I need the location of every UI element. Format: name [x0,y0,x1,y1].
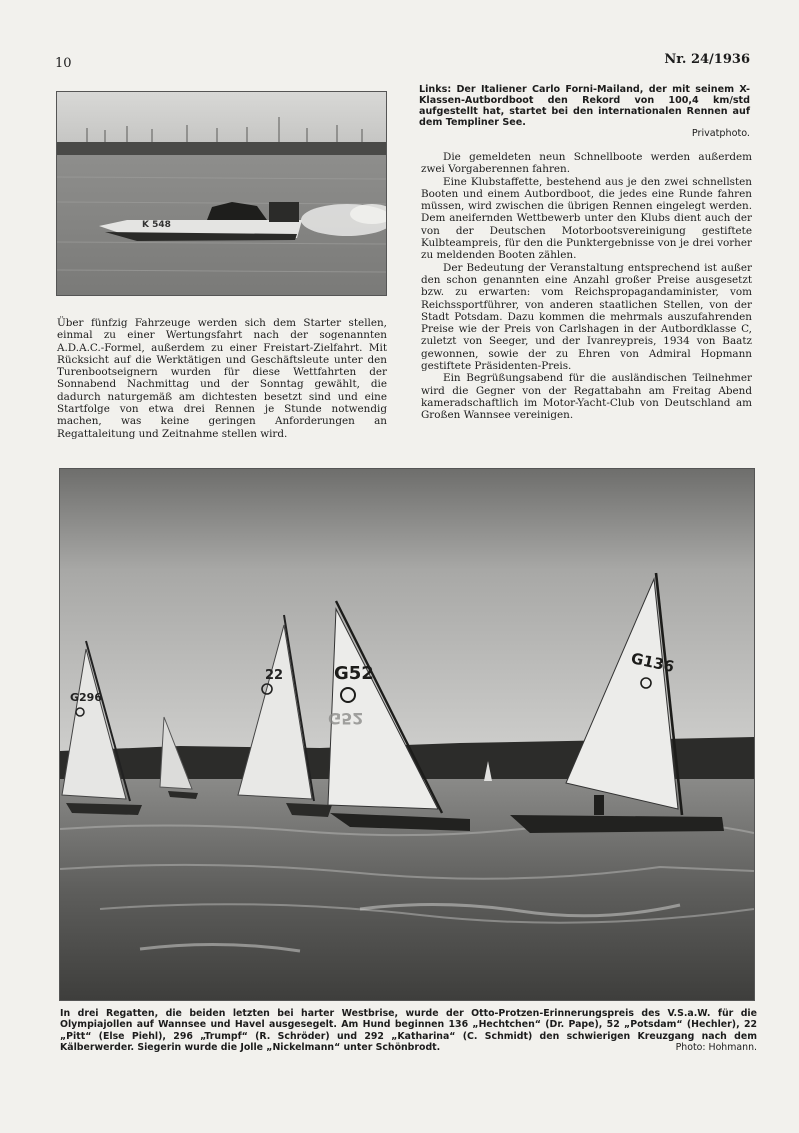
right-paragraph-2: Eine Klubstaffette, bestehend aus je den zwei schnellsten Booten und einem Autbordboot, die jedes eine Runde fahren müssen, wird zwischen die übrigen Rennen eingelegt werden. Dem aneifernden Wettbewerb unter den Klubs dient auch der von der Deutschen Motorbootsvereinigung gestiftete Kulbteampreis, für den die Punktergebnisse von je drei vorher zu meldenden Booten zählen. [421,175,752,262]
right-paragraph-3: Der Bedeutung der Veranstaltung entsprechend ist außer den schon genannten eine Anzahl großer Preise ausgesetzt bzw. zu erwarten: vom Reichspropagandaminister, vom Reichssportführer, von anderen staatlichen Stellen, von der Stadt Potsdam. Dazu kommen die mehrmals auszufahrenden Preise wie der Preis von Carlshagen in der Autbordklasse C, zuletzt von Seeger, und der Ivanreypreis, 1934 von Baatz gewonnen, sowie der zu Ehren von Admiral Hopmann gestiftete Präsidenten-Preis. [421,261,752,373]
top-caption-text: Links: Der Italiener Carlo Forni-Mailand, der mit seinem X-Klassen-Autbordboot den Rekord von 100,4 km/std aufgestellt hat, startet bei den internationalen Rennen auf dem Templiner See. [419,84,750,128]
hull-marking: K 548 [142,220,171,230]
sailing-regatta-photo [59,468,755,1001]
right-paragraph-4: Ein Begrüßungsabend für die ausländischen Teilnehmer wird die Gegner von der Regattabahn am Freitag Abend kameradschaftlich im Motor-Yacht-Club von Deutschland am Großen Wannsee vereinigen. [421,372,752,422]
sail-number-g296: G296 [70,691,102,704]
right-paragraph-1: Die gemeldeten neun Schnellboote werden außerdem zwei Vorgaberennen fahren. [421,151,752,176]
sail-number-g52-mirror: G52 [328,709,364,728]
top-photo-caption [419,84,750,139]
bottom-photo-caption [60,1008,757,1054]
bottom-caption-credit: Photo: Hohmann. [675,1042,757,1054]
sail-number-g136: G136 [629,649,676,676]
sail-number-22: 22 [265,668,284,683]
left-paragraph: Über fünfzig Fahrzeuge werden sich dem Starter stellen, einmal zu einer Wertungsfahrt nach der sogenannten A.D.A.C.-Formel, außerdem zu einer Freistart-Zielfahrt. Mit Rücksicht auf die Werktätigen und Geschäftsleute unter den Turenbootseignern wurden für diese Wettfahrten der Sonnabend Nachmittag und der Sonntag gewählt, die dadurch naturgemäß am dichtesten besetzt sind und eine Startfolge von etwa drei Rennen je Stunde notwendig machen, was keine geringen Anforderungen an Regattaleitung und Zeitnahme stellen wird. [57,317,387,440]
speedboat-photo [56,91,387,296]
left-text-column [57,317,387,440]
sail-number-g52: G52 [334,663,374,684]
page-number: 10 [55,56,72,71]
issue-number: Nr. 24/1936 [664,52,750,67]
bottom-caption-text: In drei Regatten, die beiden letzten bei harter Westbrise, wurde der Otto-Protzen-Erinnerungspreis des V.S.a.W. für die Olympiajollen auf Wannsee und Havel ausgesegelt. Am Hund beginnen 136 „Hechtchen“ (Dr. Pape), 52 „Potsdam“ (Hechler), 22 „Pitt“ (Else Piehl), 296 „Trumpf“ (R. Schröder) und 292 „Katharina“ (C. Schmidt) den schwierigen Kreuzgang nach dem Kälberwerder. Siegerin wurde die Jolle „Nickelmann“ unter Schönbrodt. [60,1008,757,1054]
top-caption-credit: Privatphoto. [691,128,750,139]
right-text-column [421,151,752,422]
